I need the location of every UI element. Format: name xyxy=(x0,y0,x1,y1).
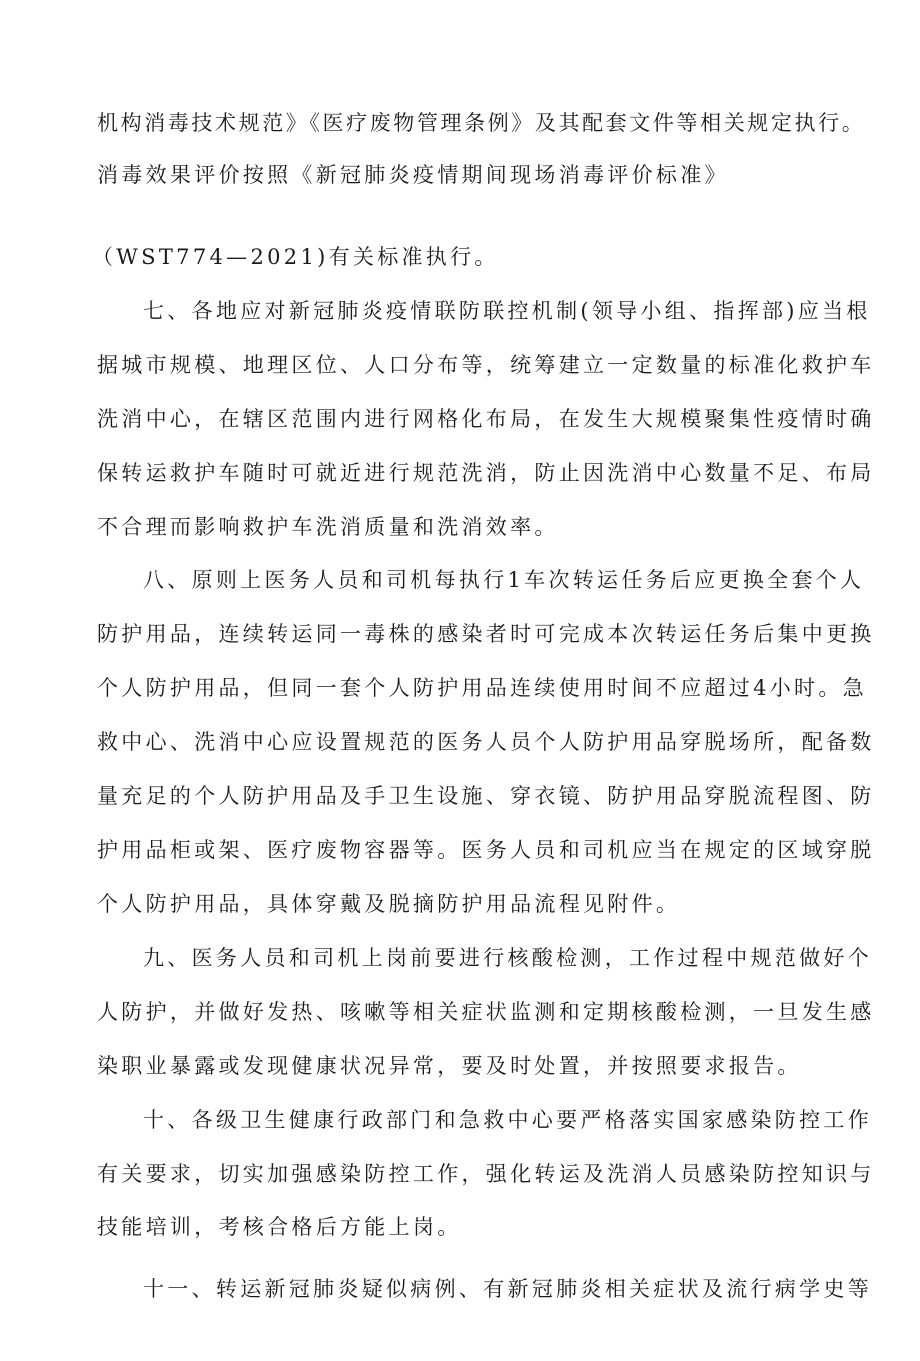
text-line-1: 机构消毒技术规范》《医疗废物管理条例》及其配套文件等相关规定执行。 xyxy=(97,111,866,135)
paragraph-8-line-4: 救中心、洗消中心应设置规范的医务人员个人防护用品穿脱场所，配备数 xyxy=(97,730,875,754)
paragraph-8-line-1: 八、原则上医务人员和司机每执行1车次转运任务后应更换全套个人 xyxy=(143,568,865,592)
text-line-2: 消毒效果评价按照《新冠肺炎疫情期间现场消毒评价标准》 xyxy=(97,163,729,187)
paragraph-7-line-4: 保转运救护车随时可就近进行规范洗消，防止因洗消中心数量不足、布局 xyxy=(97,461,875,485)
paragraph-8-line-3: 个人防护用品，但同一套个人防护用品连续使用时间不应超过4小时。急 xyxy=(97,676,867,700)
paragraph-8-line-5: 量充足的个人防护用品及手卫生设施、穿衣镜、防护用品穿脱流程图、防 xyxy=(97,784,875,808)
paragraph-10-line-2: 有关要求，切实加强感染防控工作，强化转运及洗消人员感染防控知识与 xyxy=(97,1162,875,1186)
paragraph-9-line-3: 染职业暴露或发现健康状况异常，要及时处置，并按照要求报告。 xyxy=(97,1054,802,1078)
paragraph-10-line-1: 十、各级卫生健康行政部门和急救中心要严格落实国家感染防控工作 xyxy=(143,1108,872,1132)
paragraph-9-line-1: 九、医务人员和司机上岗前要进行核酸检测，工作过程中规范做好个 xyxy=(143,946,872,970)
paragraph-11-line-1: 十一、转运新冠肺炎疑似病例、有新冠肺炎相关症状及流行病学史等 xyxy=(143,1277,872,1301)
text-line-3: （WST774—2021)有关标准执行。 xyxy=(92,245,499,269)
paragraph-10-line-3: 技能培训，考核合格后方能上岗。 xyxy=(97,1215,462,1239)
paragraph-9-line-2: 人防护，并做好发热、咳嗽等相关症状监测和定期核酸检测，一旦发生感 xyxy=(97,1000,875,1024)
paragraph-7-line-3: 洗消中心，在辖区范围内进行网格化布局，在发生大规模聚集性疫情时确 xyxy=(97,407,875,431)
paragraph-7-line-1: 七、各地应对新冠肺炎疫情联防联控机制(领导小组、指挥部)应当根 xyxy=(143,299,871,323)
paragraph-7-line-2: 据城市规模、地理区位、人口分布等，统筹建立一定数量的标准化救护车 xyxy=(97,353,875,377)
paragraph-8-line-6: 护用品柜或架、医疗废物容器等。医务人员和司机应当在规定的区域穿脱 xyxy=(97,838,875,862)
paragraph-8-line-2: 防护用品，连续转运同一毒株的感染者时可完成本次转运任务后集中更换 xyxy=(97,622,875,646)
paragraph-8-line-7: 个人防护用品，具体穿戴及脱摘防护用品流程见附件。 xyxy=(97,892,681,916)
paragraph-7-line-5: 不合理而影响救护车洗消质量和洗消效率。 xyxy=(97,515,559,539)
